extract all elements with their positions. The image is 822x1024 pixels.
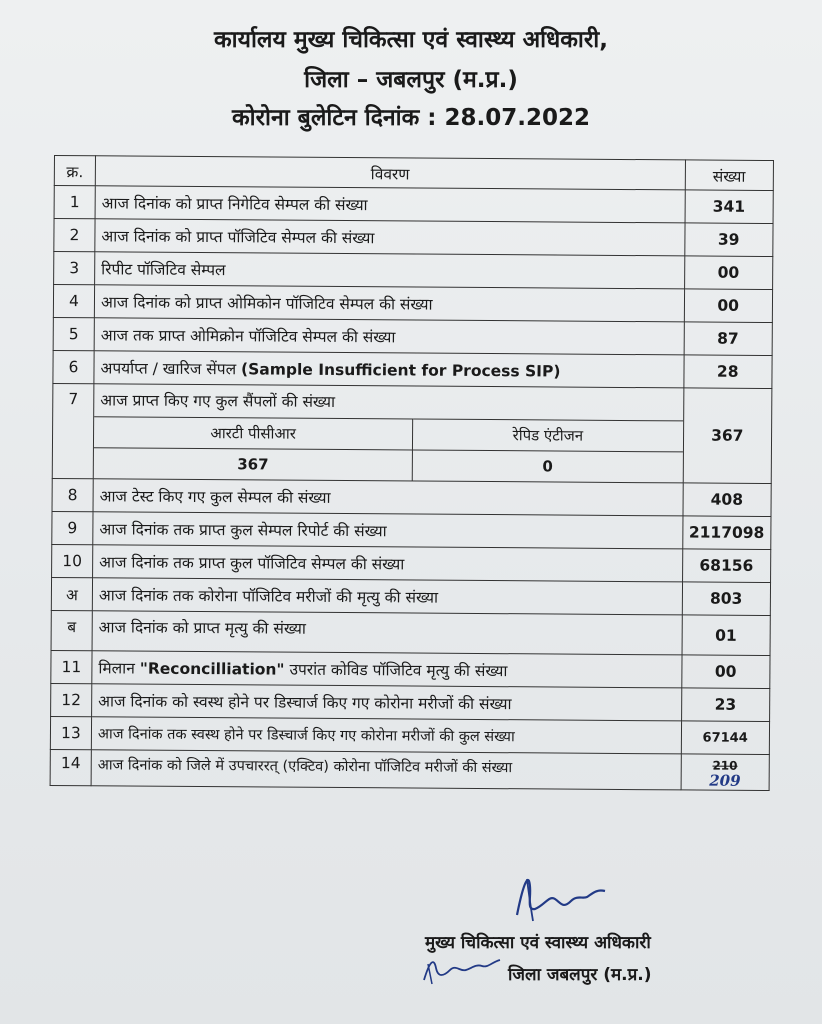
- table-row: 9 आज दिनांक तक प्राप्त कुल सेम्पल रिपोर्ट की संख्या 2117098: [52, 511, 771, 549]
- table-row: 8 आज टेस्ट किए गए कुल सेम्पल की संख्या 408: [52, 478, 771, 516]
- officer-signature: [505, 865, 625, 925]
- signatory-district: जिला जबलपुर (म.प्र.): [508, 965, 652, 985]
- row-value: 39: [684, 223, 773, 257]
- row-desc: अपर्याप्त / खारिज सेंपल (Sample Insufficient for Process SIP): [94, 351, 684, 388]
- col-desc-header: विवरण: [95, 156, 685, 190]
- struck-value: 210: [712, 758, 738, 773]
- table-row: 12 आज दिनांक को स्वस्थ होने पर डिस्चार्ज किए गए कोरोना मरीजों की संख्या 23: [51, 683, 770, 721]
- table-row: 11 मिलान "Reconcilliation" उपरांत कोविड पॉजिटिव मृत्यु की संख्या 00: [51, 650, 770, 688]
- row-desc: आज दिनांक तक कोरोना पॉजिटिव मरीजों की मृत्यु की संख्या: [92, 578, 682, 615]
- row-desc: आज दिनांक तक प्राप्त कुल पॉजिटिव सेम्पल की संख्या: [93, 545, 683, 582]
- district-title: जिला – जबलपुर (म.प्र.): [304, 67, 518, 93]
- row-desc: रिपीट पॉजिटिव सेम्पल: [95, 252, 685, 289]
- row-desc: आज टेस्ट किए गए कुल सेम्पल की संख्या: [93, 479, 683, 516]
- table-row: 10 आज दिनांक तक प्राप्त कुल पॉजिटिव सेम्पल की संख्या 68156: [52, 544, 771, 582]
- sample-breakdown-table: [94, 416, 683, 482]
- row-value: 803: [682, 582, 771, 616]
- bulletin-table: [50, 155, 774, 791]
- row-desc: आज दिनांक को प्राप्त निगेटिव सेम्पल की संख्या: [95, 186, 685, 223]
- row-value: 67144: [681, 721, 770, 755]
- row-value: 23: [681, 688, 770, 722]
- row-desc: आज दिनांक को प्राप्त ओमिकोन पॉजिटिव सेम्पल की संख्या: [94, 285, 684, 322]
- reconciliation-label: "Reconcilliation": [139, 659, 285, 679]
- rapid-antigen-value: 0: [412, 450, 682, 482]
- row-desc: आज दिनांक को जिले में उपचाररत् (एक्टिव) कोरोना पॉजिटिव मरीजों की संख्या: [91, 750, 681, 790]
- initials-signature: [420, 950, 510, 990]
- row-desc: आज दिनांक तक प्राप्त कुल सेम्पल रिपोर्ट की संख्या: [93, 512, 683, 549]
- row-value: 87: [684, 322, 773, 356]
- rtpcr-label: आरटी पीसीआर: [94, 417, 413, 450]
- table-row: 1 आज दिनांक को प्राप्त निगेटिव सेम्पल की संख्या 341: [54, 186, 773, 224]
- table-row: ब आज दिनांक को प्राप्त मृत्यु की संख्या 01: [51, 610, 770, 655]
- table-row: अ आज दिनांक तक कोरोना पॉजिटिव मरीजों की मृत्यु की संख्या 803: [51, 577, 770, 615]
- col-count-header: संख्या: [685, 160, 774, 191]
- signatory-title: मुख्य चिकित्सा एवं स्वास्थ्य अधिकारी: [425, 933, 651, 953]
- bulletin-title: कोरोना बुलेटिन दिनांक : 28.07.2022: [231, 105, 591, 131]
- table-row: 3 रिपीट पॉजिटिव सेम्पल 00: [54, 252, 773, 290]
- row-value: 28: [683, 355, 772, 389]
- row-value: 68156: [682, 549, 771, 583]
- row-desc: आज प्राप्त किए गए कुल सैंपलों की संख्या आरटी पीसीआर रेपिड एंटीजन 367 0: [93, 384, 683, 483]
- row-desc: आज दिनांक को प्राप्त मृत्यु की संख्या: [92, 611, 682, 655]
- row-value: 00: [684, 289, 773, 323]
- row-desc: आज दिनांक को प्राप्त पॉजिटिव सेम्पल की संख्या: [95, 219, 685, 256]
- table-row: 14 आज दिनांक को जिले में उपचाररत् (एक्टिव) कोरोना पॉजिटिव मरीजों की संख्या 210 209: [50, 749, 769, 790]
- rapid-antigen-label: रेपिड एंटीजन: [413, 419, 683, 452]
- rtpcr-value: 367: [94, 448, 413, 481]
- table-row: 2 आज दिनांक को प्राप्त पॉजिटिव सेम्पल की संख्या 39: [54, 219, 773, 257]
- row-value: 00: [681, 655, 770, 689]
- row-desc: आज दिनांक को स्वस्थ होने पर डिस्चार्ज किए गए कोरोना मरीजों की संख्या: [92, 684, 682, 721]
- row-value: 2117098: [682, 516, 771, 550]
- sip-label: (Sample Insufficient for Process SIP): [240, 360, 561, 381]
- table-row: 5 आज तक प्राप्त ओमिक्रोन पॉजिटिव सेम्पल की संख्या 87: [53, 317, 772, 355]
- col-no-header: क्र.: [54, 156, 95, 186]
- row-value: [681, 754, 770, 791]
- handwritten-value: 209: [709, 771, 741, 790]
- table-row: 13 आज दिनांक तक स्वस्थ होने पर डिस्चार्ज किए गए कोरोना मरीजों की कुल संख्या 67144: [50, 716, 769, 754]
- table-row: 4 आज दिनांक को प्राप्त ओमिकोन पॉजिटिव सेम्पल की संख्या 00: [53, 285, 772, 323]
- row-desc: आज दिनांक तक स्वस्थ होने पर डिस्चार्ज किए गए कोरोना मरीजों की कुल संख्या: [91, 717, 681, 754]
- row-value: 408: [682, 483, 771, 517]
- row-value: 00: [684, 256, 773, 290]
- row-value: 341: [685, 190, 774, 224]
- office-title: कार्यालय मुख्य चिकित्सा एवं स्वास्थ्य अधिकारी,: [213, 27, 608, 53]
- table-row: 6 अपर्याप्त / खारिज सेंपल (Sample Insufficient for Process SIP) 28: [53, 350, 772, 388]
- row-desc: मिलान "Reconcilliation" उपरांत कोविड पॉजिटिव मृत्यु की संख्या: [92, 651, 682, 688]
- table-row: 7 आज प्राप्त किए गए कुल सैंपलों की संख्या आरटी पीसीआर रेपिड एंटीजन 367 0 367: [52, 383, 772, 483]
- row-value: 367: [683, 388, 772, 484]
- row-value: 01: [682, 615, 771, 656]
- row-desc: आज तक प्राप्त ओमिक्रोन पॉजिटिव सेम्पल की संख्या: [94, 318, 684, 355]
